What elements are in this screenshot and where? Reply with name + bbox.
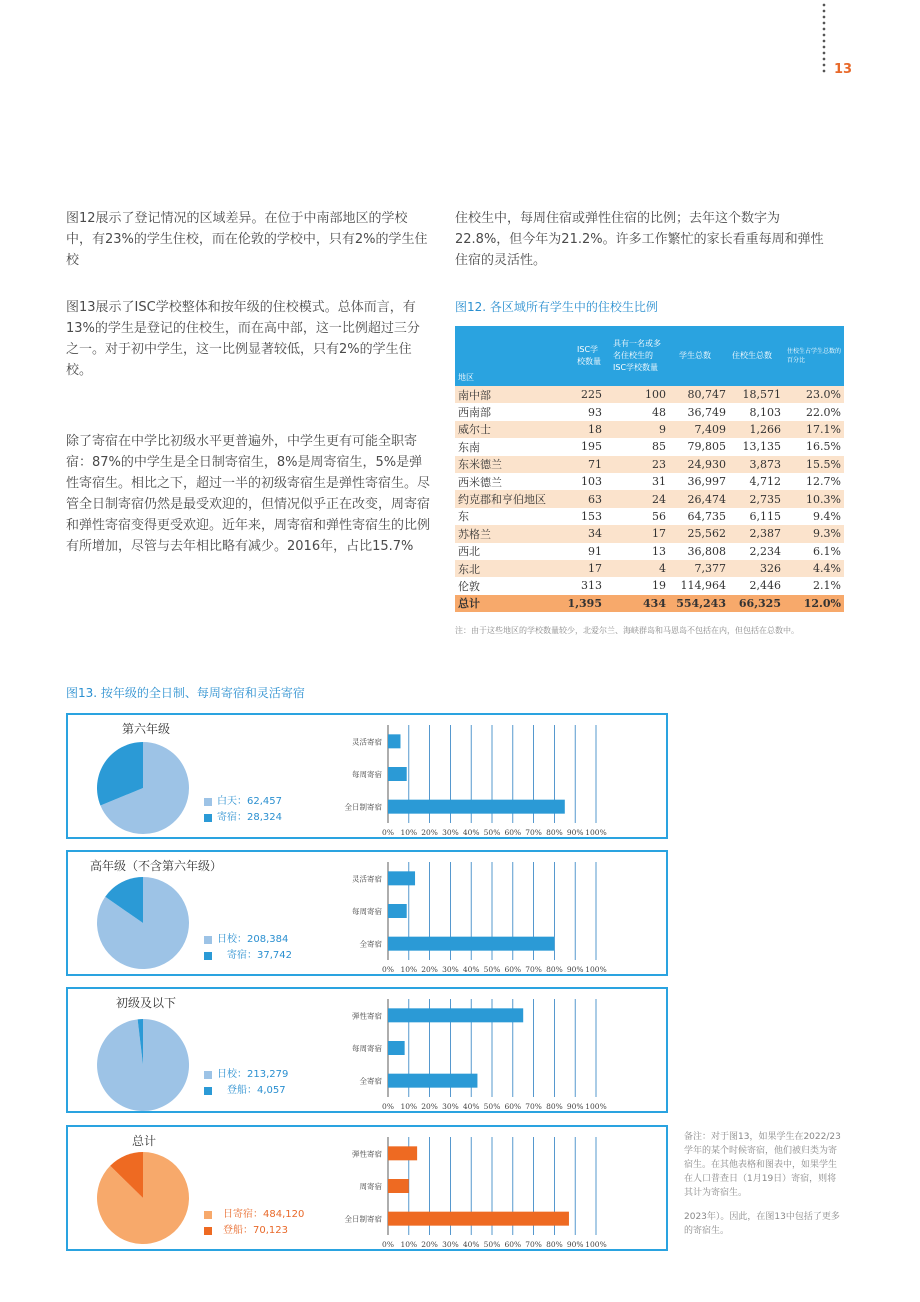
- paragraph-boarding-types: 除了寄宿在中学比初级水平更普遍外，中学生更有可能全职寄宿：87%的中学生是全日制寄宿生，8%是周寄宿生，5%是弹性寄宿生。相比之下，超过一半的初级寄宿生是弹性寄宿生。尽管全日制寄宿仍然是最受欢迎的，但情况似乎正在改变，周寄宿和弹性寄宿变得更受欢迎。近年来，周寄宿和弹性寄宿生的比例有所增加，尽管与去年相比略有减少。2016年，占比15.7%: [66, 434, 431, 554]
- cell-pct: 10.3%: [806, 492, 841, 506]
- cell-boarding-schools: 19: [652, 579, 666, 593]
- category-label: 全寄宿: [359, 1076, 382, 1086]
- x-tick-label: 50%: [483, 1240, 501, 1249]
- x-tick-label: 40%: [462, 1102, 480, 1111]
- legend-label: 寄宿：28,324: [217, 812, 282, 823]
- cell-boarders: 1,266: [749, 422, 781, 436]
- cell-schools: 313: [581, 579, 602, 593]
- total-region: 总计: [458, 597, 480, 611]
- x-tick-label: 30%: [442, 828, 459, 837]
- category-label: 每周寄宿: [352, 1044, 382, 1053]
- x-tick-label: 90%: [566, 965, 584, 974]
- bar: [388, 904, 407, 918]
- x-tick-label: 90%: [566, 828, 584, 837]
- legend-label: 白天：62,457: [217, 796, 282, 807]
- x-tick-label: 10%: [400, 828, 418, 837]
- bar-chart: [330, 856, 630, 982]
- cell-boarding-schools: 17: [652, 527, 666, 541]
- cell-pct: 9.3%: [813, 527, 841, 541]
- cell-boarders: 2,446: [749, 579, 781, 593]
- category-label: 每周寄宿: [352, 770, 382, 779]
- cell-boarders: 2,387: [749, 527, 781, 541]
- cell-pupils: 36,997: [687, 475, 726, 489]
- legend-swatch: [204, 1211, 212, 1219]
- total-boarding-schools: 434: [643, 596, 666, 610]
- pie-chart: [96, 1018, 190, 1112]
- x-tick-label: 0%: [382, 1240, 394, 1249]
- cell-boarding-schools: 24: [652, 492, 666, 506]
- total-pupils: 554,243: [676, 596, 726, 610]
- x-tick-label: 10%: [400, 1240, 418, 1249]
- cell-schools: 195: [581, 440, 602, 454]
- bar: [388, 1008, 523, 1022]
- cell-schools: 17: [588, 562, 602, 576]
- side-note-continuation: 2023年）。因此，在图13中包括了更多的寄宿生。: [684, 1212, 840, 1236]
- x-tick-label: 100%: [585, 1102, 607, 1111]
- cell-pupils: 7,377: [694, 562, 726, 576]
- cell-region: 约克郡和亨伯地区: [458, 493, 546, 507]
- cell-region: 伦敦: [458, 579, 480, 593]
- legend-label: 日寄宿：484,120: [223, 1209, 305, 1220]
- cell-pct: 9.4%: [813, 509, 841, 523]
- x-tick-label: 40%: [462, 828, 480, 837]
- fig12-title: 图12. 各区域所有学生中的住校生比例: [455, 300, 658, 314]
- x-tick-label: 100%: [585, 828, 607, 837]
- bar: [388, 1041, 405, 1055]
- cell-pupils: 36,808: [687, 544, 726, 558]
- cell-boarding-schools: 13: [652, 544, 666, 558]
- legend-label: 日校：208,384: [217, 934, 289, 945]
- legend-item: [204, 1207, 304, 1223]
- table-row: [455, 560, 844, 577]
- paragraph-weekly-flexible: 住校生中，每周住宿或弹性住宿的比例；去年这个数字为22.8%，但今年为21.2%。许多工作繁忙的家长看重每周和弹性住宿的灵活性。: [455, 211, 824, 268]
- cell-region: 西北: [458, 545, 480, 559]
- table-row: [455, 456, 844, 473]
- x-tick-label: 60%: [504, 828, 522, 837]
- category-label: 弹性寄宿: [352, 1011, 382, 1021]
- table-row: [455, 386, 844, 403]
- x-tick-label: 20%: [421, 1240, 438, 1249]
- cell-boarders: 8,103: [749, 405, 781, 419]
- legend-item: [204, 794, 282, 810]
- cell-pct: 17.1%: [806, 422, 841, 436]
- cell-region: 东南: [458, 440, 480, 454]
- table-row: [455, 403, 844, 420]
- x-tick-label: 20%: [421, 965, 438, 974]
- bar: [388, 871, 415, 885]
- bar: [388, 1212, 569, 1226]
- cell-region: 东米德兰: [458, 458, 502, 472]
- cell-pupils: 7,409: [694, 422, 726, 436]
- legend-item: [204, 1083, 288, 1099]
- decorative-dots: [822, 2, 826, 74]
- legend-item: [204, 948, 292, 964]
- cell-boarders: 18,571: [742, 388, 781, 402]
- category-label: 全日制寄宿: [344, 802, 382, 812]
- x-tick-label: 70%: [525, 965, 542, 974]
- chart-title: 第六年级: [122, 722, 171, 736]
- table-row: [455, 473, 844, 490]
- cell-pct: 23.0%: [806, 388, 841, 402]
- chart-title: 总计: [132, 1134, 157, 1148]
- paragraph-fig12-intro: 图12展示了登记情况的区域差异。在位于中南部地区的学校中，有23%的学生住校，而在伦敦的学校中，只有2%的学生住校: [66, 211, 428, 268]
- x-tick-label: 0%: [382, 965, 394, 974]
- legend-label: 登船：70,123: [223, 1225, 288, 1236]
- cell-boarding-schools: 4: [659, 562, 666, 576]
- cell-pupils: 114,964: [680, 579, 726, 593]
- category-label: 全日制寄宿: [344, 1214, 382, 1224]
- legend-label: 登船：4,057: [227, 1085, 286, 1096]
- x-tick-label: 70%: [525, 828, 542, 837]
- category-label: 灵活寄宿: [352, 874, 382, 884]
- pie-chart: [96, 1151, 190, 1245]
- x-tick-label: 30%: [442, 965, 459, 974]
- table-footnote: 注：由于这些地区的学校数量较少，北爱尔兰、海峡群岛和马恩岛不包括在内，但包括在总数中。: [455, 626, 799, 635]
- table-row: [455, 508, 844, 525]
- cell-schools: 63: [588, 492, 602, 506]
- legend-label: 日校：213,279: [217, 1069, 289, 1080]
- x-tick-label: 30%: [442, 1102, 459, 1111]
- chart-panel-sixth-form: [66, 713, 668, 839]
- bar: [388, 800, 565, 814]
- cell-schools: 225: [581, 388, 602, 402]
- cell-region: 西米德兰: [458, 475, 502, 489]
- cell-pupils: 64,735: [687, 509, 726, 523]
- table-row: [455, 490, 844, 507]
- cell-pct: 16.5%: [806, 440, 841, 454]
- total-boarders: 66,325: [738, 596, 781, 610]
- page-number: 13: [834, 62, 853, 77]
- bar: [388, 734, 400, 748]
- cell-pct: 15.5%: [806, 457, 841, 471]
- legend-swatch: [204, 936, 212, 944]
- x-tick-label: 80%: [546, 1240, 563, 1249]
- cell-pupils: 36,749: [687, 405, 726, 419]
- chart-title: 初级及以下: [116, 996, 177, 1010]
- table-row: [455, 577, 844, 594]
- cell-boarding-schools: 48: [652, 405, 666, 419]
- cell-region: 南中部: [458, 388, 491, 402]
- cell-schools: 34: [588, 527, 602, 541]
- table-row: [455, 525, 844, 542]
- table-row: [455, 438, 844, 455]
- cell-region: 东: [458, 510, 469, 524]
- cell-boarding-schools: 85: [652, 440, 666, 454]
- regions-table: [455, 326, 844, 612]
- header-region: 地区: [455, 326, 555, 386]
- legend-swatch: [204, 1087, 212, 1095]
- header-percentage: 住校生占学生总数的百分比: [784, 326, 844, 386]
- x-tick-label: 70%: [525, 1240, 542, 1249]
- x-tick-label: 40%: [462, 1240, 480, 1249]
- header-boarding-schools: 具有一名或多名住校生的ISC学校数量: [605, 326, 669, 386]
- bar: [388, 1074, 477, 1088]
- total-pct: 12.0%: [803, 596, 841, 610]
- pie-legend: [204, 1207, 304, 1239]
- cell-schools: 71: [588, 457, 602, 471]
- cell-pct: 4.4%: [813, 562, 841, 576]
- cell-region: 威尔士: [458, 423, 491, 437]
- cell-schools: 91: [588, 544, 602, 558]
- cell-pct: 6.1%: [813, 544, 841, 558]
- table-row: [455, 543, 844, 560]
- pie-chart: [96, 741, 190, 835]
- x-tick-label: 0%: [382, 1102, 394, 1111]
- x-tick-label: 40%: [462, 965, 480, 974]
- cell-boarders: 4,712: [749, 475, 781, 489]
- chart-panel-total: [66, 1125, 668, 1251]
- pie-legend: [204, 1067, 288, 1099]
- bar: [388, 767, 407, 781]
- pie-slice: [97, 1019, 189, 1111]
- side-note-text: 备注：对于图13，如果学生在2022/23学年的某个时候寄宿，他们被归类为寄宿生。在其他表格和图表中，如果学生在人口普查日（1月19日）寄宿，则将其计为寄宿生。: [684, 1132, 841, 1198]
- legend-item: [204, 1067, 288, 1083]
- x-tick-label: 70%: [525, 1102, 542, 1111]
- bar-chart: [330, 719, 630, 845]
- chart-panel-junior: [66, 987, 668, 1113]
- pie-legend: [204, 794, 282, 826]
- legend-swatch: [204, 814, 212, 822]
- cell-pupils: 26,474: [687, 492, 726, 506]
- chart-panel-senior: [66, 850, 668, 976]
- cell-pct: 22.0%: [806, 405, 841, 419]
- legend-item: [204, 810, 282, 826]
- cell-boarding-schools: 56: [652, 509, 666, 523]
- cell-boarding-schools: 23: [652, 457, 666, 471]
- header-schools: ISC学校数量: [555, 326, 605, 386]
- table-total-row: [455, 595, 844, 612]
- x-tick-label: 10%: [400, 965, 418, 974]
- legend-swatch: [204, 1227, 212, 1235]
- cell-boarders: 13,135: [742, 440, 781, 454]
- x-tick-label: 100%: [585, 965, 607, 974]
- x-tick-label: 0%: [382, 828, 394, 837]
- cell-schools: 103: [581, 475, 602, 489]
- cell-pct: 12.7%: [806, 475, 841, 489]
- cell-region: 东北: [458, 562, 480, 576]
- x-tick-label: 60%: [504, 965, 522, 974]
- table-row: [455, 421, 844, 438]
- legend-swatch: [204, 1071, 212, 1079]
- cell-region: 西南部: [458, 406, 491, 420]
- pie-chart: [96, 876, 190, 970]
- category-label: 周寄宿: [359, 1182, 382, 1191]
- category-label: 弹性寄宿: [352, 1149, 382, 1159]
- bar-chart: [330, 993, 630, 1119]
- total-schools: 1,395: [567, 596, 602, 610]
- side-note: [684, 1130, 844, 1238]
- x-tick-label: 80%: [546, 1102, 563, 1111]
- cell-schools: 153: [581, 509, 602, 523]
- x-tick-label: 90%: [566, 1240, 584, 1249]
- x-tick-label: 80%: [546, 965, 563, 974]
- x-tick-label: 60%: [504, 1102, 522, 1111]
- fig13-title: 图13. 按年级的全日制、每周寄宿和灵活寄宿: [66, 686, 305, 700]
- header-pupils: 学生总数: [669, 326, 729, 386]
- category-label: 全寄宿: [359, 939, 382, 949]
- cell-pupils: 25,562: [687, 527, 726, 541]
- legend-swatch: [204, 798, 212, 806]
- cell-pupils: 80,747: [687, 388, 726, 402]
- x-tick-label: 50%: [483, 828, 501, 837]
- x-tick-label: 90%: [566, 1102, 584, 1111]
- paragraph-fig13-intro: 图13展示了ISC学校整体和按年级的住校模式。总体而言，有13%的学生是登记的住校生，而在高中部，这一比例超过三分之一。对于初中学生，这一比例显著较低，只有2%的学生住校。: [66, 300, 420, 378]
- legend-item: [204, 1223, 304, 1239]
- x-tick-label: 60%: [504, 1240, 522, 1249]
- x-tick-label: 80%: [546, 828, 563, 837]
- bar: [388, 1179, 409, 1193]
- cell-schools: 93: [588, 405, 602, 419]
- cell-region: 苏格兰: [458, 527, 491, 541]
- cell-boarders: 326: [760, 562, 781, 576]
- category-label: 灵活寄宿: [352, 737, 382, 747]
- chart-title: 高年级（不含第六年级）: [90, 859, 223, 873]
- bar: [388, 937, 554, 951]
- legend-item: [204, 932, 292, 948]
- header-boarders: 住校生总数: [729, 326, 784, 386]
- category-label: 每周寄宿: [352, 907, 382, 916]
- cell-boarders: 2,234: [749, 544, 781, 558]
- x-tick-label: 50%: [483, 1102, 501, 1111]
- x-tick-label: 50%: [483, 965, 501, 974]
- x-tick-label: 20%: [421, 828, 438, 837]
- cell-boarders: 2,735: [749, 492, 781, 506]
- x-tick-label: 10%: [400, 1102, 418, 1111]
- cell-schools: 18: [588, 422, 602, 436]
- cell-boarders: 3,873: [749, 457, 781, 471]
- pie-legend: [204, 932, 292, 964]
- cell-boarding-schools: 100: [645, 388, 666, 402]
- legend-label: 寄宿：37,742: [227, 950, 292, 961]
- cell-pupils: 24,930: [687, 457, 726, 471]
- cell-pupils: 79,805: [687, 440, 726, 454]
- bar-chart: [330, 1131, 630, 1257]
- cell-boarding-schools: 9: [659, 422, 666, 436]
- legend-swatch: [204, 952, 212, 960]
- cell-pct: 2.1%: [813, 579, 841, 593]
- table-header-row: [455, 326, 844, 386]
- bar: [388, 1146, 417, 1160]
- cell-boarders: 6,115: [749, 509, 781, 523]
- cell-boarding-schools: 31: [652, 475, 666, 489]
- x-tick-label: 30%: [442, 1240, 459, 1249]
- x-tick-label: 20%: [421, 1102, 438, 1111]
- x-tick-label: 100%: [585, 1240, 607, 1249]
